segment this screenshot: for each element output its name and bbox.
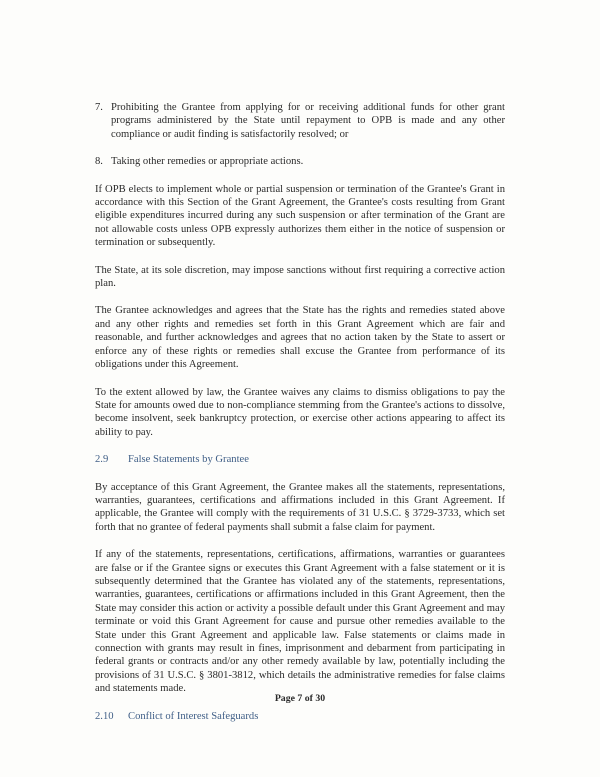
list-number: 7. <box>95 102 103 113</box>
paragraph-waiver: To the extent allowed by law, the Grantee waives any claims to dismiss obligations to pay the State for amounts owed due to non-compliance stemming from the Grantee's actions to dissolve, become insolvent, seek bankruptcy protection, or exercise other actions appearing to affect its ability to pay. <box>95 386 505 438</box>
paragraph-acceptance: By acceptance of this Grant Agreement, the Grantee makes all the statements, representations, warranties, guarantees, certifications and affirmations included in this Grant Agreement. If applicable, the Grantee will comply with the requirements of 31 U.S.C. § 3729-3733, which set forth that no grantee of federal payments shall submit a false claim for payment. <box>95 481 505 533</box>
section-heading-2-10 <box>95 710 505 723</box>
paragraph-suspension-costs: If OPB elects to implement whole or partial suspension or termination of the Grantee's Grant in accordance with this Section of the Grant Agreement, the Grantee's costs resulting from Grant eligible expenditures incurred during any such suspension or after termination of the Grant are not allowable costs unless OPB expressly authorizes them either in the notice of suspension or termination or subsequently. <box>95 183 505 249</box>
page-number-footer: Page 7 of 30 <box>274 693 326 704</box>
section-title: False Statements by Grantee <box>128 454 249 466</box>
section-number: 2.10 <box>95 710 114 722</box>
paragraph-rights-remedies: The Grantee acknowledges and agrees that the State has the rights and remedies stated above and any other rights and remedies set forth in this Grant Agreement which are fair and reasonable, and further acknowledges and agrees that no action taken by the State to assert or enforce any of these rights or remedies shall excuse the Grantee from performance of its obligations under this Agreement. <box>95 305 505 371</box>
list-text: Prohibiting the Grantee from applying for or receiving additional funds for other grant programs administered by the State until repayment to OPB is made and any other compliance or audit finding is satisfactorily resolved; or <box>111 102 505 140</box>
section-title: Conflict of Interest Safeguards <box>128 710 259 722</box>
list-item-8 <box>95 155 505 168</box>
paragraph-sanctions: The State, at its sole discretion, may impose sanctions without first requiring a corrective action plan. <box>95 264 505 290</box>
paragraph-false-statements: If any of the statements, representations, certifications, affirmations, warranties or guarantees are false or if the Grantee signs or executes this Grant Agreement with a false statement or it is subsequently determined that the Grantee has violated any of the statements, representations, warranties, guarantees, certifications or affirmations included in this Grant Agreement, then the State may consider this action or activity a possible default under this Grant Agreement and may terminate or void this Grant Agreement for cause and pursue other remedies available to the State under this Grant Agreement and applicable law. False statements or claims made in connection with grants may result in fines, imprisonment and debarment from participating in federal grants or contracts and/or any other remedy available by law, potentially including the provisions of 31 U.S.C. § 3801-3812, which details the administrative remedies for false claims and statements made. <box>95 549 505 695</box>
list-item-7 <box>95 101 505 141</box>
list-text: Taking other remedies or appropriate actions. <box>111 156 304 168</box>
section-heading-2-9 <box>95 453 505 466</box>
list-number: 8. <box>95 156 103 168</box>
page-content <box>95 101 505 723</box>
section-number: 2.9 <box>95 454 109 466</box>
